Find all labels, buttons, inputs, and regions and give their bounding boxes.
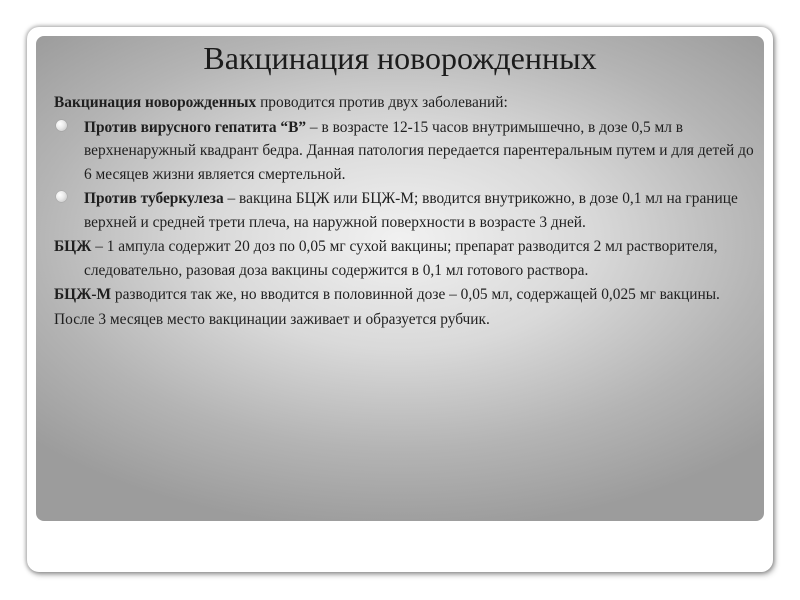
bcg-bold: БЦЖ xyxy=(54,238,92,255)
bullet-hepatitis-b-text: – в возрасте 12-15 часов внутримышечно, в дозе 0,5 мл в верхненаружный квадрант бедра. Данная патология передается парентеральным путем и для детей до 6 месяцев жизни является смертельной. xyxy=(84,118,754,183)
bullet-hepatitis-b-bold: Против вирусного гепатита “В” xyxy=(84,118,307,136)
bcgm-bold: БЦЖ-М xyxy=(54,286,112,303)
bcg-paragraph xyxy=(54,235,760,282)
bcg-text: – 1 ампула содержит 20 доз по 0,05 мг сухой вакцины; препарат разводится 2 мл растворителя, следовательно, разовая доза вакцины содержится в 0,1 мл готового раствора. xyxy=(84,238,718,279)
bcgm-text: разводится так же, но вводится в половинной дозе – 0,05 мл, содержащей 0,025 мг вакцины. xyxy=(111,286,720,303)
slide-title: Вакцинация новорожденных xyxy=(203,40,597,76)
bullet-hepatitis-b xyxy=(54,116,760,187)
intro-paragraph xyxy=(54,91,760,115)
slide-body xyxy=(54,91,760,332)
bcgm-paragraph xyxy=(54,283,760,307)
bullet-tuberculosis-text: – вакцина БЦЖ или БЦЖ-М; вводится внутрикожно, в дозе 0,1 мл на границе верхней и средней трети плеча, на наружной поверхности в возрасте 3 дней. xyxy=(84,190,738,231)
intro-bold: Вакцинация новорожденных xyxy=(54,94,257,111)
closing-paragraph: После 3 месяцев место вакцинации заживает и образуется рубчик. xyxy=(54,310,490,328)
bullet-dot-icon xyxy=(56,191,67,202)
intro-text: проводится против двух заболеваний: xyxy=(256,94,508,111)
bullet-tuberculosis-bold: Против туберкулеза xyxy=(84,190,224,207)
bullet-dot-icon xyxy=(56,120,67,131)
bullet-tuberculosis xyxy=(54,187,760,234)
